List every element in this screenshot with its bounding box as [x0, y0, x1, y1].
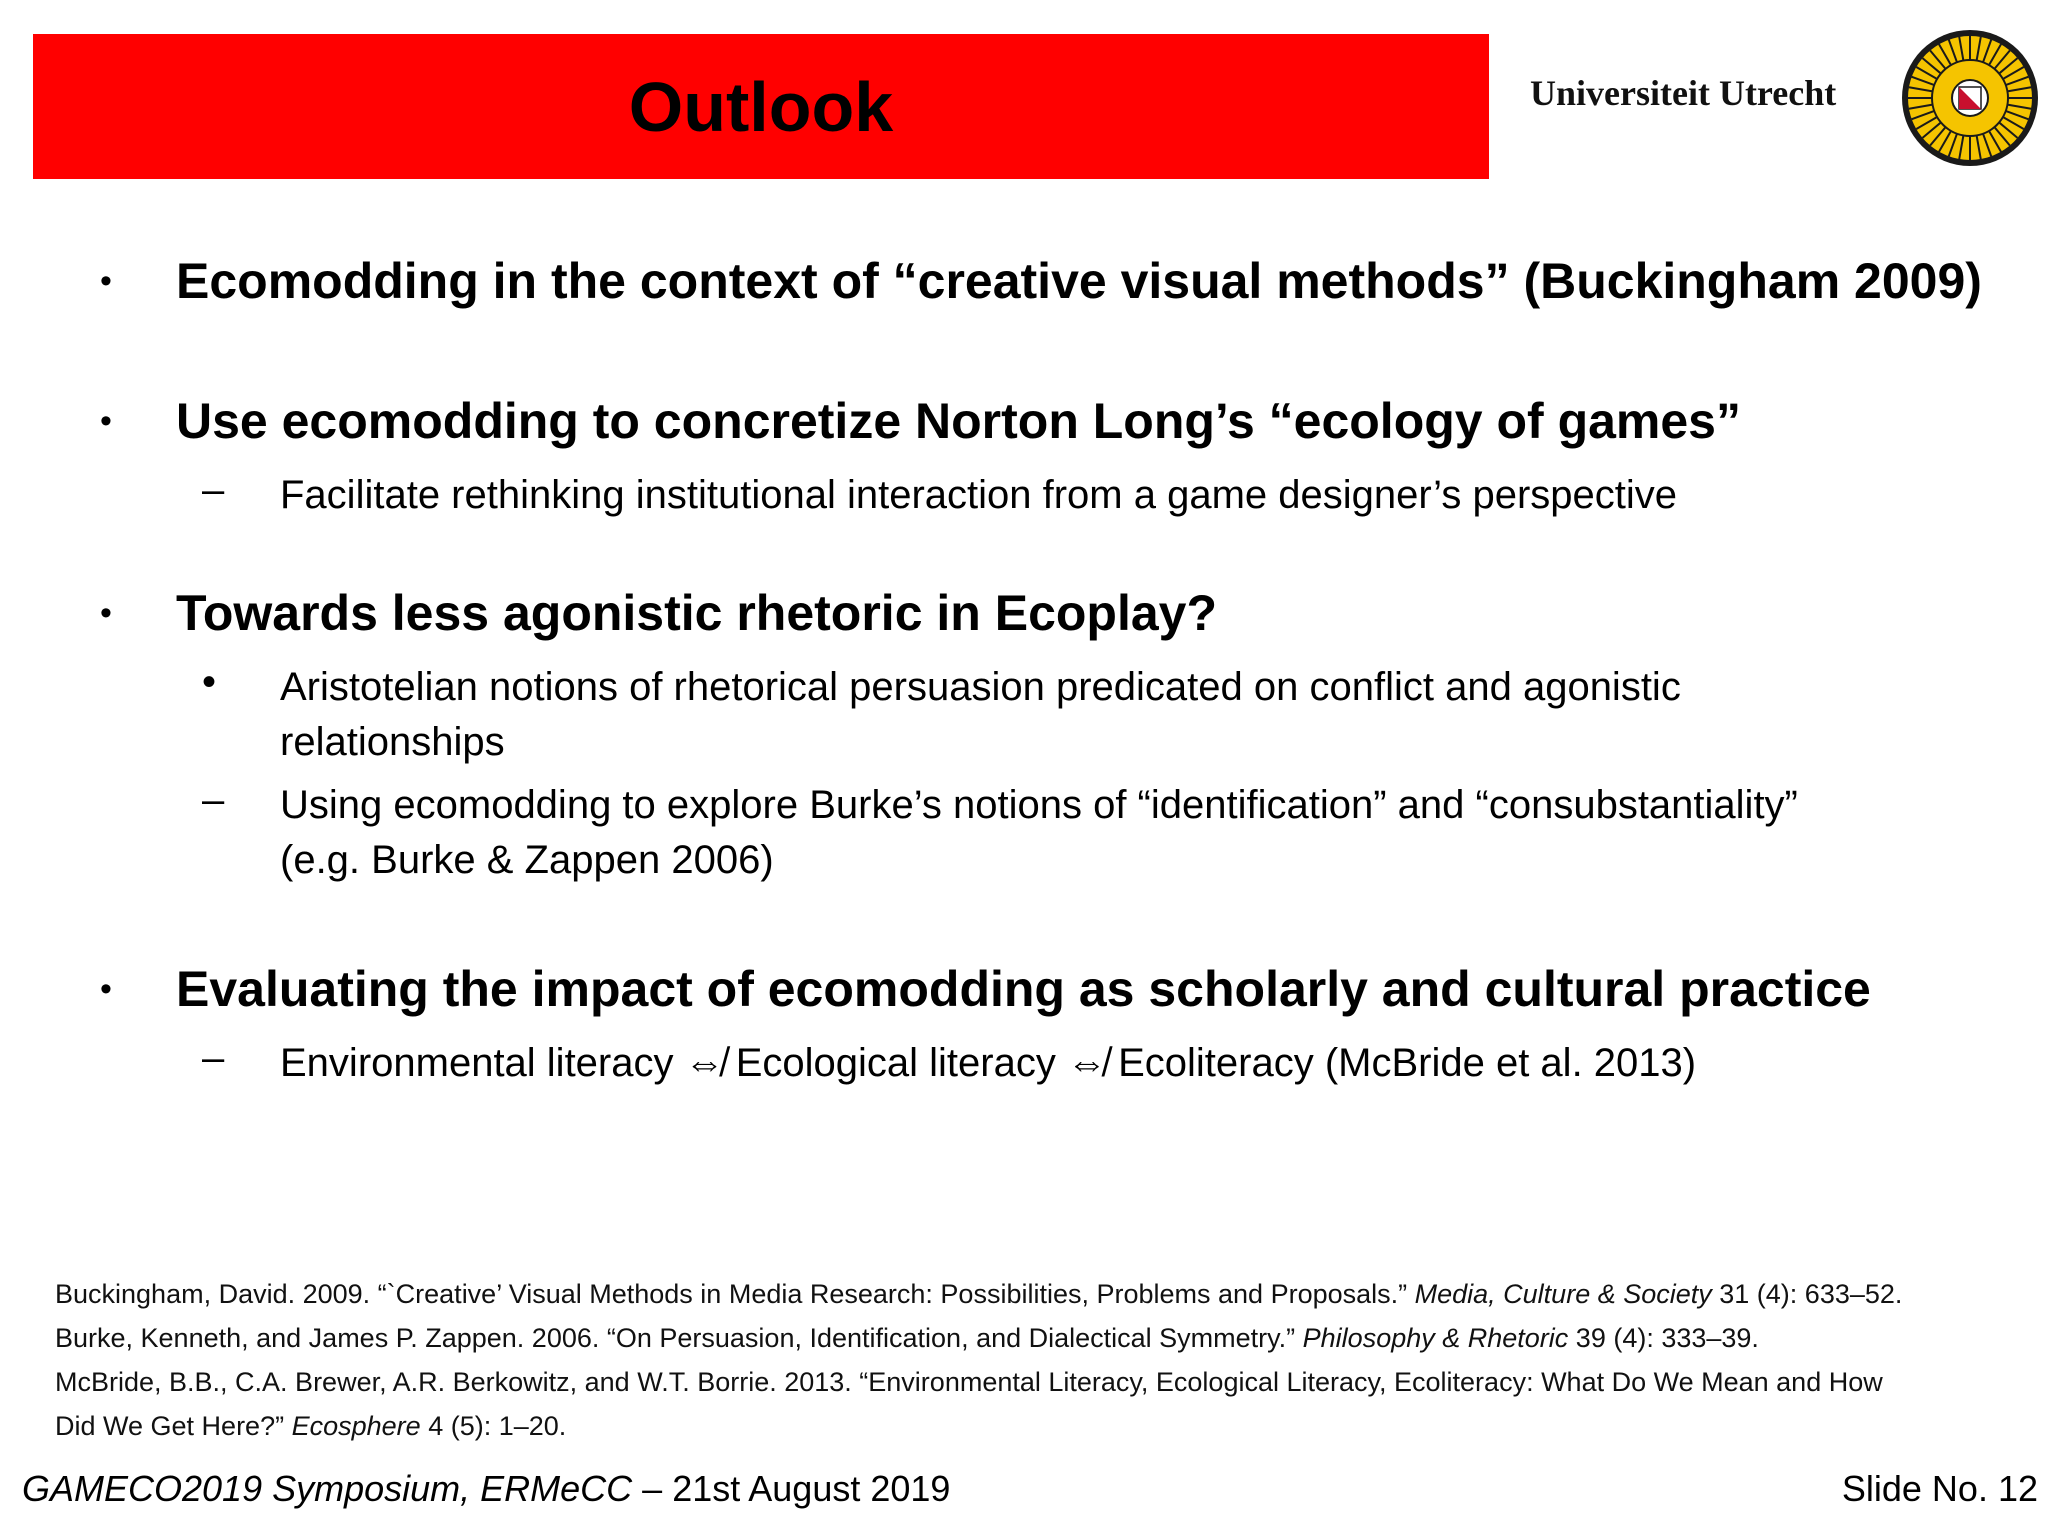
- bullet-dot: •: [100, 594, 112, 632]
- reference-3-line-1: McBride, B.B., C.A. Brewer, A.R. Berkowitz, and W.T. Borrie. 2013. “Environmental Literacy, Ecological Literacy, Ecoliteracy: What Do We Mean and How: [55, 1367, 1883, 1397]
- bullet-3-sub-1-line-1: Aristotelian notions of rhetorical persuasion predicated on conflict and agonistic: [280, 665, 1681, 709]
- bullet-2-text: Use ecomodding to concretize Norton Long’s “ecology of games”: [176, 393, 1741, 449]
- university-seal-icon: [1900, 28, 2040, 168]
- reference-2: Burke, Kenneth, and James P. Zappen. 2006. “On Persuasion, Identification, and Dialectical Symmetry.” Philosophy & Rhetoric 39 (4): 333–39.: [55, 1323, 1759, 1353]
- slide-title: Outlook: [628, 67, 894, 146]
- bullet-3-sub-1-line-2: relationships: [280, 720, 505, 764]
- sub-dash: –: [202, 778, 225, 822]
- bullet-3-text: Towards less agonistic rhetoric in Ecoplay?: [176, 585, 1218, 641]
- bullet-3-sub-2-line-1: Using ecomodding to explore Burke’s notions of “identification” and “consubstantiality”: [280, 783, 1798, 827]
- bullet-3-sub-2-line-2: (e.g. Burke & Zappen 2006): [280, 838, 774, 882]
- references: [55, 1272, 2015, 1448]
- slide-number: Slide No. 12: [1841, 1468, 2038, 1509]
- sub-dot: •: [202, 660, 217, 704]
- reference-3-line-2: Did We Get Here?” Ecosphere 4 (5): 1–20.: [55, 1411, 567, 1441]
- bullet-dot: •: [100, 970, 112, 1008]
- sub-dash: –: [202, 468, 225, 512]
- bullet-2-sub-1: Facilitate rethinking institutional interaction from a game designer’s perspective: [280, 473, 1678, 517]
- bullet-dot: •: [100, 262, 112, 300]
- bullet-4-sub-1: Environmental literacy ⇎ Ecological literacy ⇎ Ecoliteracy (McBride et al. 2013): [280, 1041, 1697, 1085]
- footer-event: GAMECO2019 Symposium, ERMeCC – 21st August 2019: [22, 1468, 951, 1509]
- bullet-1-text: Ecomodding in the context of “creative visual methods” (Buckingham 2009): [176, 253, 1982, 309]
- title-bar: [33, 34, 1489, 179]
- bullet-dot: •: [100, 402, 112, 440]
- university-name: Universiteit Utrecht: [1530, 73, 1837, 113]
- sub-dash: –: [202, 1036, 225, 1080]
- bullet-4-text: Evaluating the impact of ecomodding as scholarly and cultural practice: [176, 961, 1871, 1017]
- reference-1: Buckingham, David. 2009. “`Creative’ Visual Methods in Media Research: Possibilities, Problems and Proposals.” Media, Culture & Society 31 (4): 633–52.: [55, 1279, 1903, 1309]
